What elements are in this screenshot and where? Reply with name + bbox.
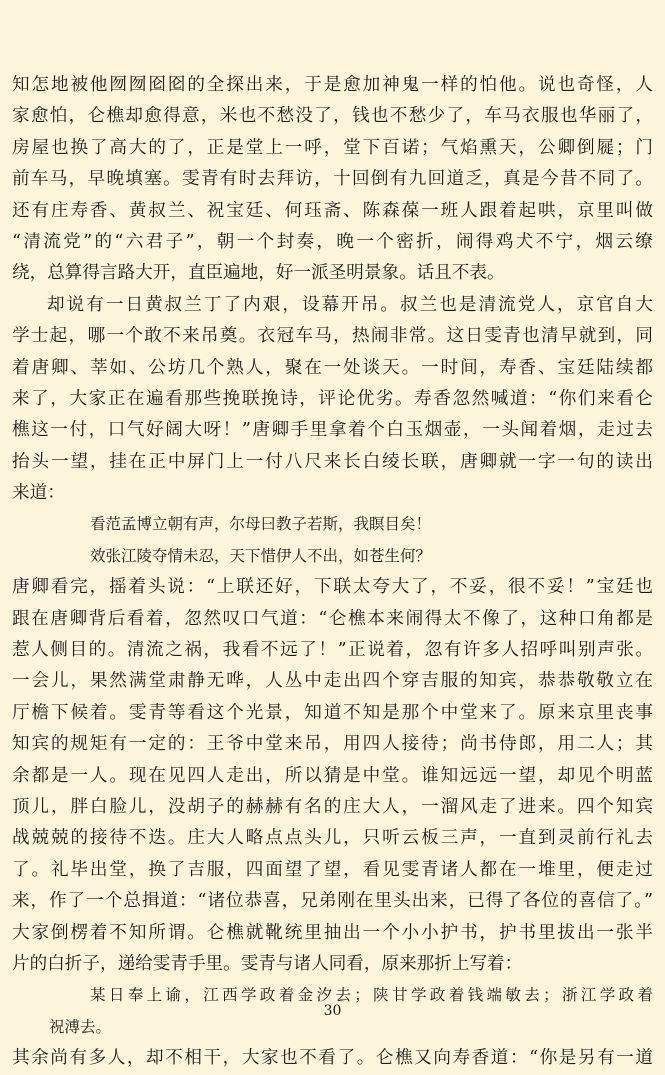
text-line: 绕，总算得言路大开，直臣遍地，好一派圣明景象。话且不表。 — [12, 263, 505, 284]
text-line: 唐卿看完，摇着头说：“上联还好，下联太夸大了，不妥，很不妥！”宝廷也 — [12, 577, 653, 598]
text-line: 学士起，哪一个敢不来吊奠。衣冠车马，热闹非常。这日雯青也清早就到，同 — [12, 326, 653, 347]
text-line: 着唐卿、莘如、公坊几个熟人，聚在一处谈天。一时间，寿香、宝廷陆续都 — [12, 357, 653, 378]
text-line: 知怎地被他囫囫囵囵的全探出来，于是愈加神鬼一样的怕他。说也奇怪，人 — [12, 75, 653, 95]
text-line: 还有庄寿香、黄叔兰、祝宝廷、何珏斋、陈森葆一班人跟着起哄，京里叫做 — [12, 200, 653, 221]
text-line: 战兢兢的接待不迭。庄大人略点点头儿，只听云板三声，一直到灵前行礼去 — [12, 828, 653, 849]
text-line: 其余尚有多人，却不相干，大家也不看了。仑樵又向寿香道：“你是另有一道 — [12, 1048, 653, 1069]
text-line: 来了，大家正在遍看那些挽联挽诗，评论优劣。寿香忽然喊道：“你们来看仑 — [12, 388, 653, 409]
paragraph-first-line: 却说有一日黄叔兰丁了内艰，设幕开吊。叔兰也是清流党人，京官自大 — [47, 294, 653, 315]
text-line: 惹人侧目的。清流之祸，我看不远了！”正说着，忽有许多人招呼叫别声张。 — [12, 640, 653, 661]
couplet-line-lower: 效张江陵夺情未忍，天下惜伊人不出，如苍生何？ — [90, 546, 432, 565]
text-line: 家愈怕，仑樵却愈得意，米也不愁没了，钱也不愁少了，车马衣服也华丽了， — [12, 106, 653, 127]
text-line: “清流党”的“六君子”，朝一个封奏，晚一个密折，闹得鸡犬不宁，烟云缭 — [12, 231, 653, 252]
text-line: 抬头一望，挂在正中屏门上一付八尺来长白绫长联，唐卿就一字一句的读出 — [12, 451, 653, 472]
text-line: 来，作了一个总揖道：“诸位恭喜，兄弟刚在里头出来，已得了各位的喜信了。” — [12, 891, 653, 912]
edict-quote-continuation: 祝溥去。 — [49, 1017, 112, 1036]
text-line: 樵这一付，口气好阔大呀！”唐卿手里拿着个白玉烟壶，一头闻着烟，走过去 — [12, 420, 653, 441]
text-line: 房屋也换了高大的了，正是堂上一呼，堂下百诺；气焰熏天，公卿倒屣；门 — [12, 137, 653, 158]
text-line: 一会儿，果然满堂肃静无哗，人丛中走出四个穿吉服的知宾，恭恭敬敬立在 — [12, 671, 653, 692]
body-text — [12, 70, 653, 1075]
text-line: 余都是一人。现在见四人走出，所以猜是中堂。谁知远远一望，却见个明蓝 — [12, 765, 653, 786]
text-line: 知宾的规矩有一定的：王爷中堂来吊，用四人接待；尚书侍郎，用二人；其 — [12, 734, 653, 755]
text-line: 厅檐下候着。雯青等看这个光景，知道不知是那个中堂来了。原来京里丧事 — [12, 702, 653, 723]
text-line: 前车马，早晚填塞。雯青有时去拜访，十回倒有九回道乏，真是今昔不同了。 — [12, 169, 653, 190]
page-number: 30 — [323, 1003, 342, 1019]
text-line: 片的白折子，递给雯青手里。雯青与诸人同看，原来那折上写着： — [12, 953, 523, 974]
text-line: 跟在唐卿背后看着，忽然叹口气道：“仑樵本来闹得太不像了，这种口角都是 — [12, 608, 653, 629]
text-line: 大家倒楞着不知所谓。仑樵就靴统里抽出一个小小护书，护书里拔出一张半 — [12, 922, 653, 943]
edict-quote-line: 某日奉上谕，江西学政着金汐去；陕甘学政着钱端敏去；浙江学政着 — [90, 986, 653, 1005]
couplet-line-upper: 看范孟博立朝有声，尔母曰教子若斯，我瞑目矣！ — [90, 515, 432, 534]
text-line: 了。礼毕出堂，换了吉服，四面望了望，看见雯青诸人都在一堆里，便走过 — [12, 859, 653, 880]
text-line: 顶儿，胖白脸儿，没胡子的赫赫有名的庄大人，一溜风走了进来。四个知宾 — [12, 796, 653, 817]
text-line: 来道： — [12, 483, 65, 504]
